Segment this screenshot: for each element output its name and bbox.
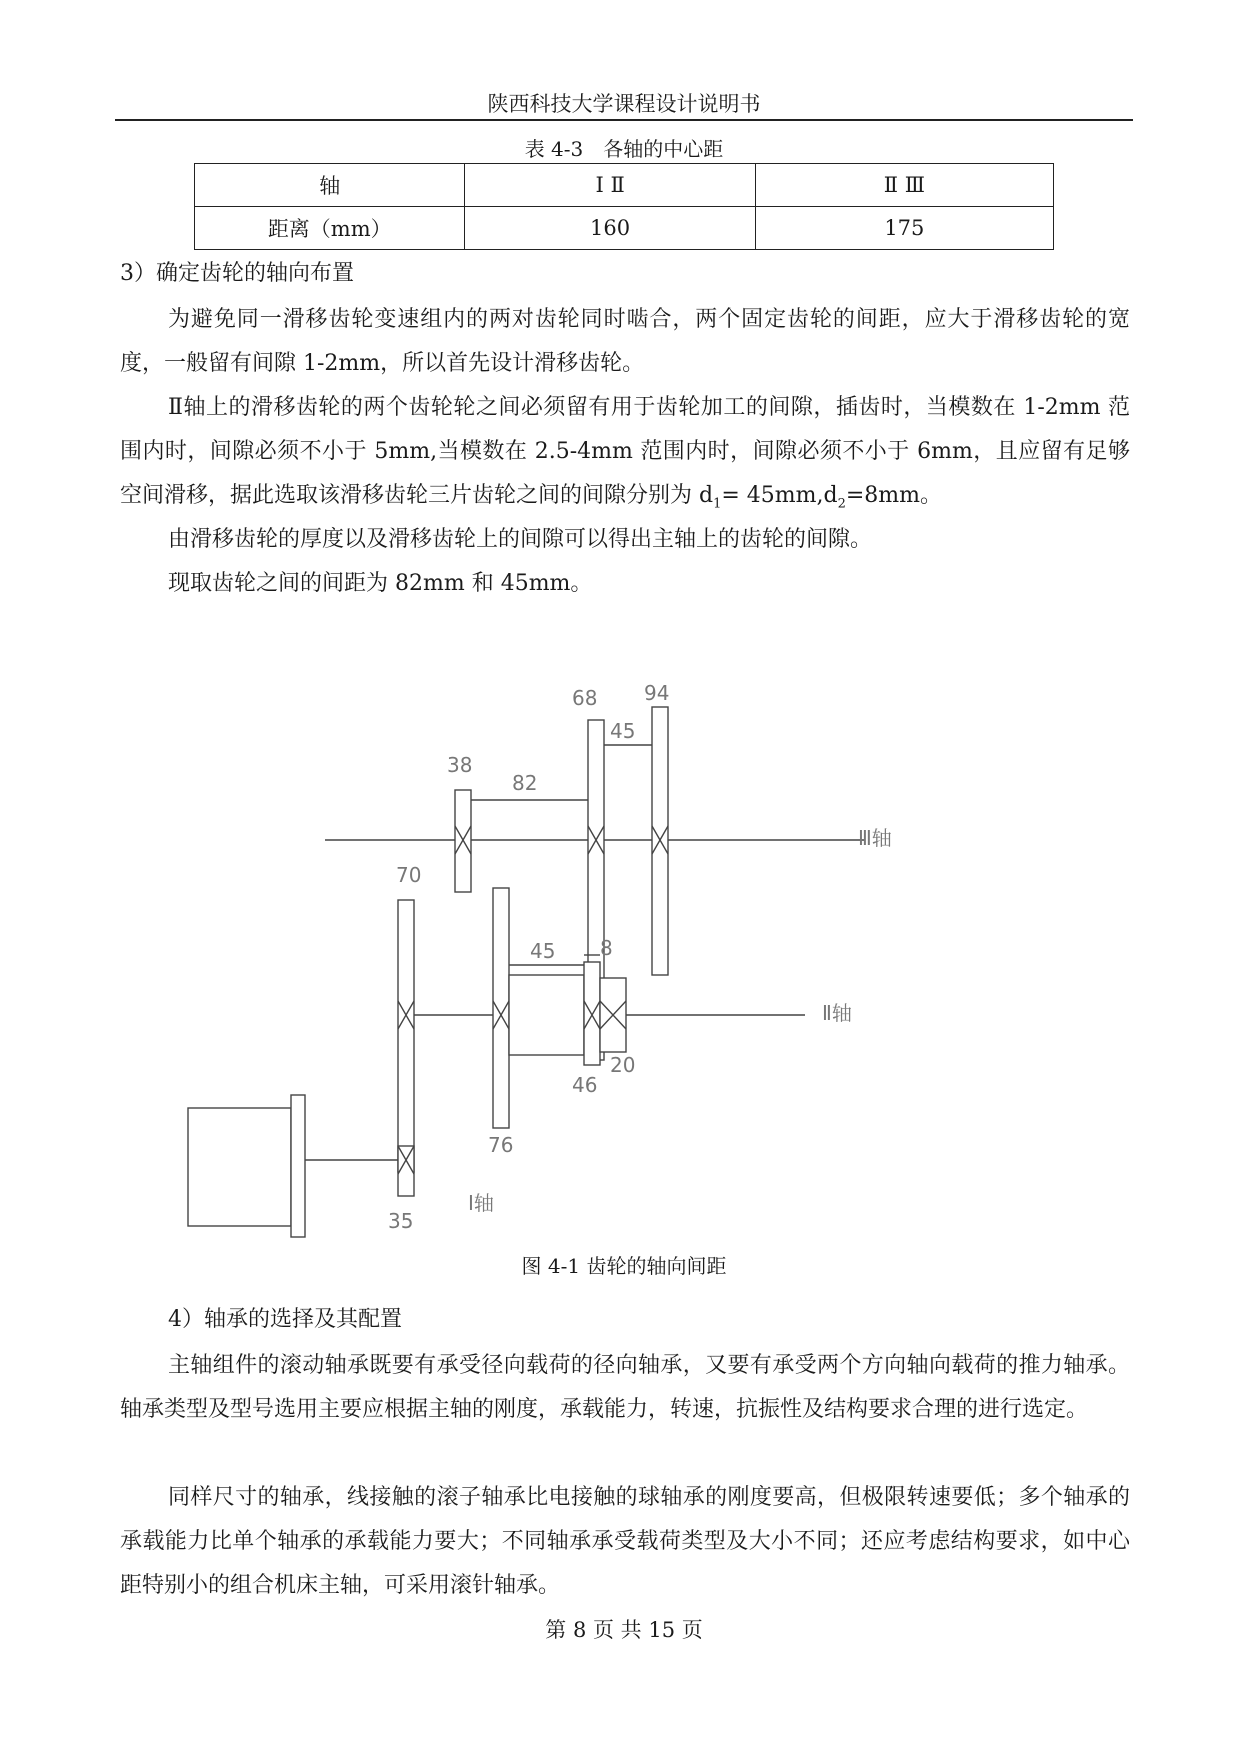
table-caption: 表 4-3 各轴的中心距 <box>524 137 724 161</box>
table-cell: Ⅱ Ⅲ <box>755 164 1053 207</box>
page-footer: 第 8 页 共 15 页 <box>545 1618 703 1642</box>
gear-46 <box>584 962 600 1065</box>
label-45-top: 45 <box>610 719 636 743</box>
center-distance-table <box>194 163 1054 250</box>
table-cell: 距离（mm） <box>195 207 465 250</box>
figure-caption: 图 4-1 齿轮的轴向间距 <box>521 1254 727 1278</box>
motor-flange <box>291 1095 305 1237</box>
label-68: 68 <box>572 686 598 710</box>
label-35: 35 <box>388 1209 414 1233</box>
section-4-heading: 4）轴承的选择及其配置 <box>168 1307 402 1332</box>
subscript: 2 <box>837 496 846 512</box>
section-3-paragraph-1: 为避免同一滑移齿轮变速组内的两对齿轮同时啮合，两个固定齿轮的间距，应大于滑移齿轮的宽度，一般留有间隙 1-2mm，所以首先设计滑移齿轮。 <box>120 307 1130 376</box>
section-3-heading: 3）确定齿轮的轴向布置 <box>120 261 354 286</box>
label-8: 8 <box>600 936 613 960</box>
label-38: 38 <box>447 753 473 777</box>
label-shaft-3: Ⅲ轴 <box>858 826 892 850</box>
section-3-paragraph-4: 现取齿轮之间的间距为 82mm 和 45mm。 <box>168 571 593 596</box>
motor-body <box>188 1108 291 1226</box>
label-94: 94 <box>644 681 670 705</box>
table-row <box>195 207 1054 250</box>
section-3-paragraph-3: 由滑移齿轮的厚度以及滑移齿轮上的间隙可以得出主轴上的齿轮的间隙。 <box>168 527 873 552</box>
label-20: 20 <box>610 1053 636 1077</box>
gear-axial-spacing-diagram <box>160 650 920 1240</box>
section-3-paragraph-2 <box>120 386 1130 526</box>
table-cell: 175 <box>755 207 1053 250</box>
label-shaft-1: Ⅰ轴 <box>468 1191 494 1215</box>
header-rule <box>115 119 1133 121</box>
page-header-title: 陕西科技大学课程设计说明书 <box>487 92 761 116</box>
gear-76 <box>493 888 509 1128</box>
label-shaft-2: Ⅱ轴 <box>822 1001 852 1025</box>
paragraph-text: = 45mm,d <box>721 483 838 508</box>
table-cell: 轴 <box>195 164 465 207</box>
label-45-mid: 45 <box>530 939 556 963</box>
paragraph-text: =8mm。 <box>845 483 943 508</box>
label-82: 82 <box>512 771 538 795</box>
label-76: 76 <box>488 1133 514 1157</box>
paragraph-text: Ⅱ轴上的滑移齿轮的两个齿轮轮之间必须留有用于齿轮加工的间隙，插齿时，当模数在 1-2mm 范围内时，间隙必须不小于 5mm,当模数在 2.5-4mm 范围内时，间隙必须不小于 6mm，且应留有足够空间滑移，据此选取该滑移齿轮三片齿轮之间的间隙分别为 d <box>120 395 1130 508</box>
table-cell: Ⅰ Ⅱ <box>465 164 755 207</box>
label-46: 46 <box>572 1073 598 1097</box>
section-4-paragraph-1: 主轴组件的滚动轴承既要有承受径向载荷的径向轴承，又要有承受两个方向轴向载荷的推力轴承。轴承类型及型号选用主要应根据主轴的刚度，承载能力，转速，抗振性及结构要求合理的进行选定。 <box>120 1353 1130 1422</box>
sliding-sleeve <box>509 975 584 1055</box>
table-cell: 160 <box>465 207 755 250</box>
subscript: 1 <box>713 496 722 512</box>
label-70: 70 <box>396 863 422 887</box>
gear-70 <box>398 900 414 1172</box>
section-4-paragraph-2: 同样尺寸的轴承，线接触的滚子轴承比电接触的球轴承的刚度要高，但极限转速要低；多个轴承的承载能力比单个轴承的承载能力要大；不同轴承承受载荷类型及大小不同；还应考虑结构要求，如中心距特别小的组合机床主轴，可采用滚针轴承。 <box>120 1485 1130 1598</box>
table-header-row <box>195 164 1054 207</box>
